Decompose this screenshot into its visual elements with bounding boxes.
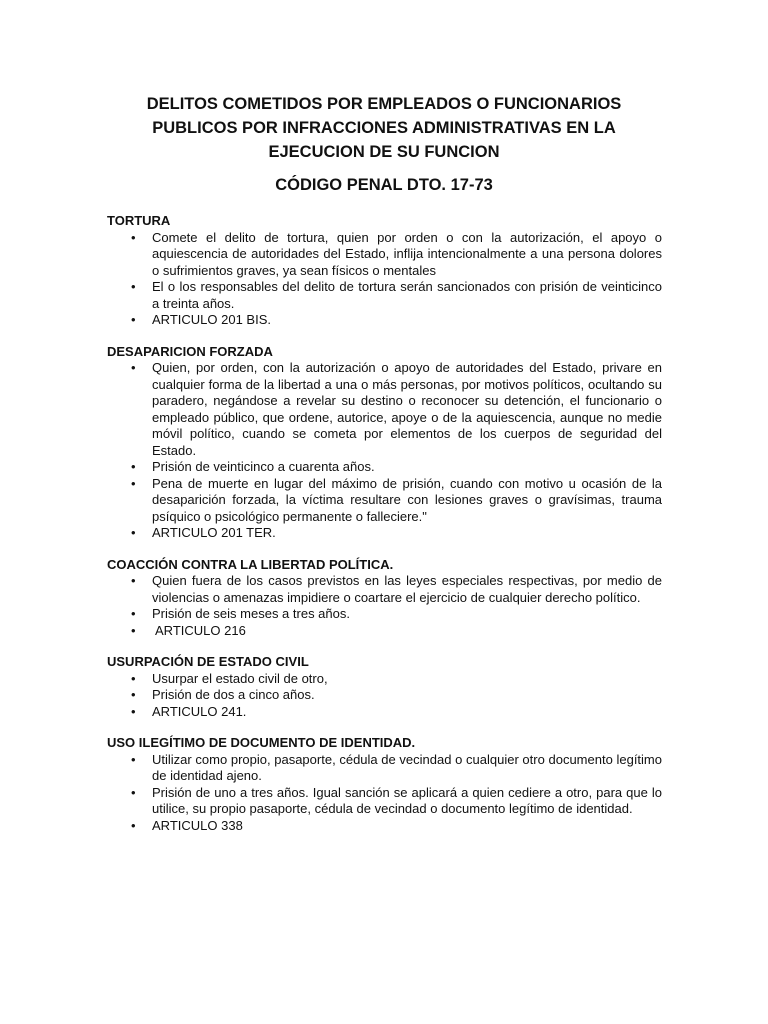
bullet-list [107, 360, 662, 542]
section-heading: COACCIÓN CONTRA LA LIBERTAD POLÍTICA. [107, 556, 394, 572]
bullet-icon: • [131, 360, 136, 375]
list-item [107, 606, 662, 623]
section-heading: USO ILEGÍTIMO DE DOCUMENTO DE IDENTIDAD. [107, 735, 416, 750]
list-item-text: Prisión de uno a tres años. Igual sanción se aplicará a quien cediere a otro, para que lo utilice, su propio pasaporte, cédula de vecindad o documento legítimo de identidad. [152, 784, 662, 816]
list-item [107, 687, 662, 704]
bullet-icon: • [131, 751, 136, 767]
section-uso-ilegitimo-documento [107, 735, 662, 834]
list-item-text: Prisión de dos a cinco años. [152, 687, 315, 702]
list-item [107, 671, 662, 688]
bullet-icon: • [131, 703, 136, 719]
list-item-text: Quien, por orden, con la autorización o apoyo de autoridades del Estado, privare en cualquier forma de la libertad a una o más personas, por motivos políticos, ocultando su paradero, negándose a revelar su destino o reconocer su detención, el funcionario o empleado público, que ordene, autorice, apoye o de la aquiescencia, aunque no medie móvil político, cuando se cometa por elementos de los cuerpos de seguridad del Estado. [152, 360, 662, 458]
bullet-icon: • [131, 817, 136, 833]
bullet-list [107, 671, 662, 721]
list-item-text: ARTICULO 201 BIS. [152, 312, 271, 327]
list-item-text: Utilizar como propio, pasaporte, cédula de vecindad o cualquier otro documento legítimo de identidad ajeno. [152, 751, 662, 783]
section-heading: USURPACIÓN DE ESTADO CIVIL [107, 654, 309, 669]
list-item-text: ARTICULO 201 TER. [152, 525, 276, 540]
bullet-icon: • [131, 525, 136, 540]
list-item-text: Quien fuera de los casos previstos en las leyes especiales respectivas, por medio de violencias o amenazas impidiere o coartare el ejercicio de cualquier derecho político. [152, 573, 662, 605]
list-item [107, 818, 662, 835]
bullet-icon: • [131, 687, 136, 702]
list-item [107, 704, 662, 721]
bullet-icon: • [131, 229, 136, 245]
bullet-icon: • [131, 784, 136, 800]
section-desaparicion-forzada [107, 344, 662, 542]
document-title: DELITOS COMETIDOS POR EMPLEADOS O FUNCIONARIOS PUBLICOS POR INFRACCIONES ADMINISTRATIVAS EN LA EJECUCION DE SU FUNCION [146, 95, 622, 161]
list-item-text: Pena de muerte en lugar del máximo de prisión, cuando con motivo u ocasión de la desaparición forzada, la víctima resultare con lesiones graves o gravísimas, trauma psíquico o psicológico permanente o falleciere." [152, 475, 662, 524]
bullet-icon: • [131, 312, 136, 327]
bullet-icon: • [131, 475, 136, 491]
list-item [107, 785, 662, 818]
bullet-icon: • [131, 670, 136, 686]
list-item [107, 279, 662, 312]
list-item-text: El o los responsables del delito de tortura serán sancionados con prisión de veinticinco a treinta años. [152, 279, 662, 311]
list-item-text: Usurpar el estado civil de otro, [152, 670, 328, 686]
section-heading: DESAPARICION FORZADA [107, 343, 273, 359]
list-item-text: Prisión de veinticinco a cuarenta años. [152, 459, 375, 474]
list-item [107, 459, 662, 476]
bullet-list [107, 752, 662, 835]
section-tortura [107, 213, 662, 329]
section-heading: TORTURA [107, 213, 171, 228]
list-item [107, 360, 662, 459]
list-item-text: Comete el delito de tortura, quien por orden o con la autorización, el apoyo o aquiescencia de autoridades del Estado, inflija intencionalmente a una persona dolores o sufrimientos graves, ya sean físicos o mentales [152, 229, 662, 278]
list-item [107, 476, 662, 526]
sections-container [107, 213, 662, 849]
bullet-icon: • [131, 573, 136, 588]
list-item-text: ARTICULO 216 [155, 622, 246, 638]
list-item-text: ARTICULO 338 [152, 817, 243, 833]
list-item [107, 525, 662, 542]
list-item [107, 623, 662, 640]
bullet-list [107, 573, 662, 639]
list-item [107, 573, 662, 606]
document-subtitle: CÓDIGO PENAL DTO. 17-73 [275, 176, 493, 194]
bullet-icon: • [131, 606, 136, 621]
list-item-text: ARTICULO 241. [152, 703, 247, 719]
list-item [107, 752, 662, 785]
section-coaccion-libertad-politica [107, 557, 662, 640]
bullet-list [107, 230, 662, 329]
list-item [107, 312, 662, 329]
bullet-icon: • [131, 459, 136, 474]
bullet-icon: • [131, 279, 136, 294]
section-usurpacion-estado-civil [107, 654, 662, 720]
list-item-text: Prisión de seis meses a tres años. [152, 606, 350, 621]
bullet-icon: • [131, 622, 136, 638]
list-item [107, 230, 662, 280]
